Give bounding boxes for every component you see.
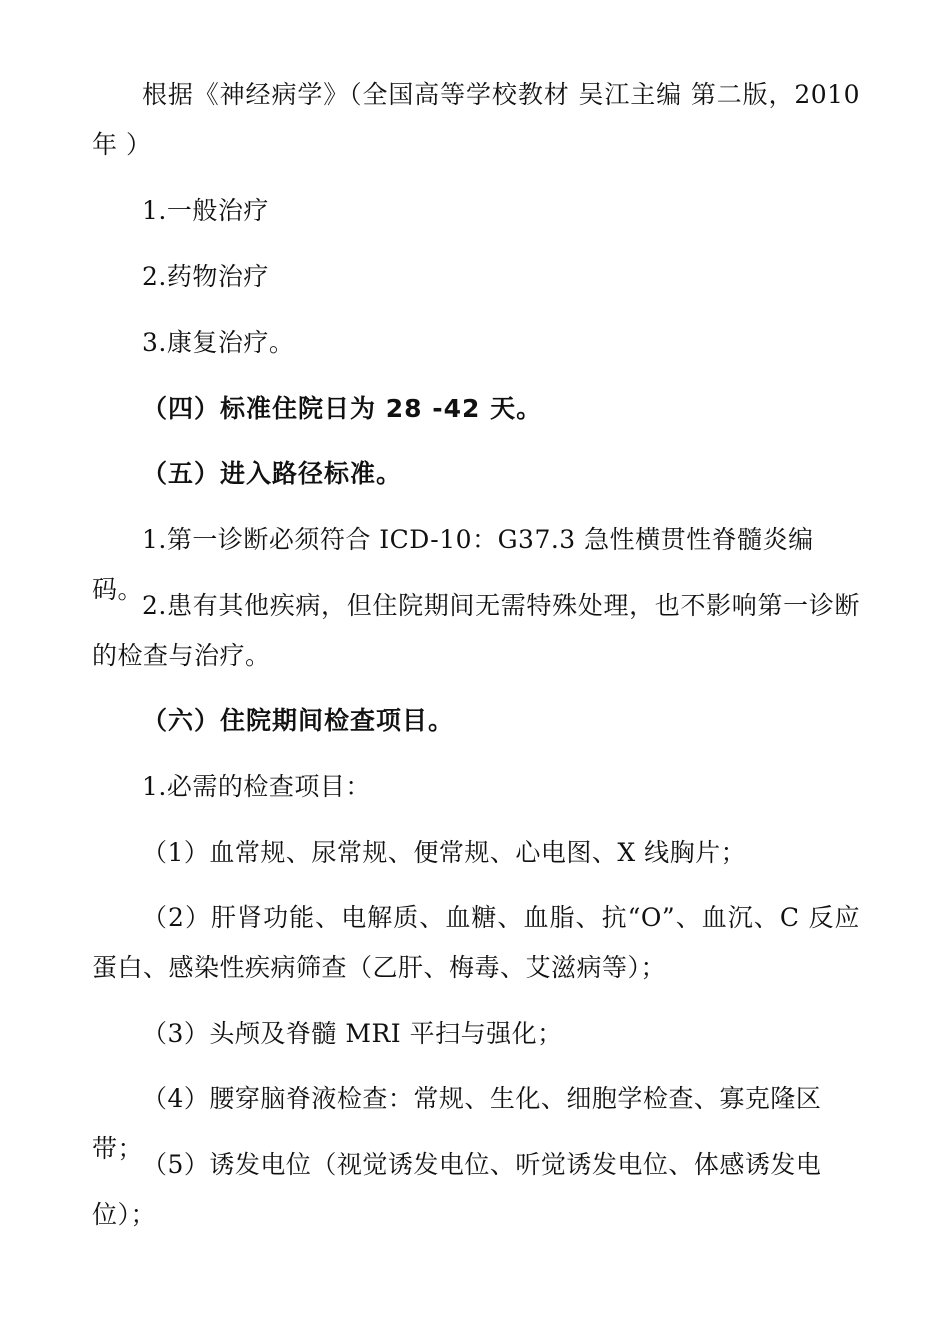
- criteria-item-diagnosis: 1.第一诊断必须符合 ICD-10：G37.3 急性横贯性脊髓炎编码。: [92, 525, 814, 604]
- treatment-item-rehab: 3.康复治疗。: [142, 328, 295, 357]
- exam-item-3: （3）头颅及脊髓 MRI 平扫与强化；: [142, 1019, 563, 1048]
- treatment-item-drug: 2.药物治疗: [142, 262, 269, 291]
- exam-item-2: （2）肝肾功能、电解质、血糖、血脂、抗“O”、血沉、C 反应蛋白、感染性疾病筛查（乙肝、梅毒、艾滋病等）；: [92, 903, 860, 982]
- exam-item-1: （1）血常规、尿常规、便常规、心电图、X 线胸片；: [142, 838, 747, 867]
- exam-item-4: （4）腰穿脑脊液检查：常规、生化、细胞学检查、寡克隆区带；: [92, 1084, 822, 1163]
- section-heading-examinations: （六）住院期间检查项目。: [142, 706, 455, 735]
- section-heading-entry-criteria: （五）进入路径标准。: [142, 459, 403, 488]
- exam-required-heading: 1.必需的检查项目：: [142, 772, 371, 801]
- reference-paragraph: 根据《神经病学》（全国高等学校教材 吴江主编 第二版，2010年 ）: [92, 80, 860, 159]
- section-heading-hospital-days: （四）标准住院日为 28 -42 天。: [142, 394, 543, 423]
- criteria-item-comorbidity: 2.患有其他疾病，但住院期间无需特殊处理，也不影响第一诊断的检查与治疗。: [92, 591, 860, 670]
- treatment-item-general: 1.一般治疗: [142, 196, 269, 225]
- exam-item-5: （5）诱发电位（视觉诱发电位、听觉诱发电位、体感诱发电位）；: [92, 1150, 822, 1229]
